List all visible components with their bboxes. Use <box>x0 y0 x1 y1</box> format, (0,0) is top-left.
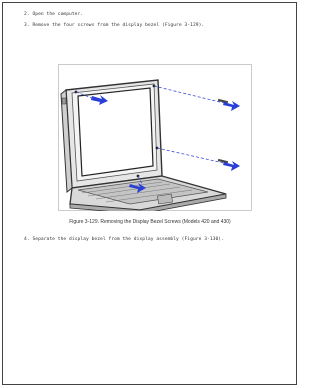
screw-icon <box>218 99 228 164</box>
step-3-text: 3. Remove the four screws from the display bezel (Figure 3-129). <box>24 23 205 28</box>
step-2-text: 2. Open the computer. <box>24 12 84 17</box>
step-4-text: 4. Separate the display bezel from the display assembly (Figure 3-130). <box>24 237 224 242</box>
display-screen <box>78 88 153 176</box>
figure-caption: Figure 3-129. Removing the Display Bezel Screws (Models 420 and 430) <box>69 219 231 225</box>
laptop-display-bezel-illustration <box>58 64 252 211</box>
